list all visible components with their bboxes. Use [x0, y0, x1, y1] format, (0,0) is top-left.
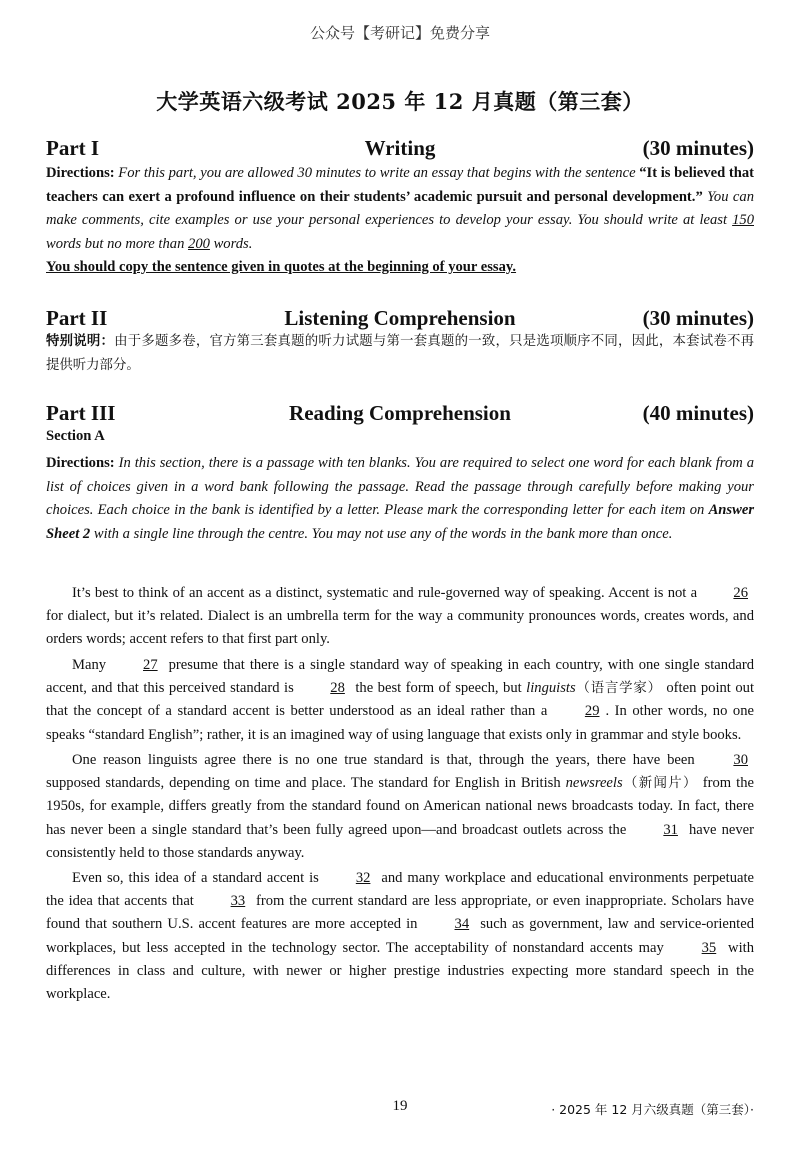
part3-label: Part III — [46, 401, 116, 425]
passage-text: such as government, law and service-oriented workplaces, but less accepted in the technology sector. The acceptability of nonstandard accents may — [46, 916, 754, 956]
passage-text: presume that there is a single standard way of speaking in each country, with one single standard accent, and that this perceived standard is — [46, 656, 754, 696]
exam-title: 大学英语六级考试 2025 年 12 月真题（第三套） — [156, 89, 644, 114]
section-a-label: Section A — [46, 428, 105, 444]
part1-directions-text-3: words but no more than — [46, 235, 189, 252]
blank-35: 35 — [701, 939, 717, 956]
passage-text: Many — [72, 656, 112, 673]
footer-exam-ref: · 2025 年 12 月六级真题（第三套）· — [551, 1102, 754, 1117]
passage-text: often point out that the concept of a standard accent is better understood as an ideal rather than a — [46, 679, 754, 720]
passage-text: One reason linguists agree there is no one true standard is that, through the years, there have been — [72, 751, 702, 768]
passage-paragraph-3 — [46, 749, 754, 865]
part2-note-text: 由于多题多卷，官方第三套真题的听力试题与第一套真题的一致，只是选项顺序不同，因此，本套试卷不再提供听力部分。 — [46, 334, 755, 373]
min-word-count: 150 — [732, 212, 754, 228]
part1-time: (30 minutes) — [642, 136, 754, 160]
blank-31: 31 — [663, 821, 678, 838]
passage-paragraph-2 — [46, 654, 754, 747]
passage-text: supposed standards, depending on time and place. The standard for English in British — [46, 774, 566, 791]
blank-33: 33 — [230, 893, 246, 910]
part2-label: Part II — [46, 306, 108, 330]
gloss-term: newsreels — [565, 774, 623, 791]
part3-directions-label: Directions: — [46, 455, 115, 471]
blank-28: 28 — [330, 679, 345, 696]
part1-directions-text-1: For this part, you are allowed 30 minutes to write an essay that begins with the sentence — [114, 165, 640, 181]
blank-34: 34 — [454, 916, 470, 933]
passage-paragraph-1 — [46, 582, 754, 652]
passage-text: from the current standard are less appropriate, or even inappropriate. Scholars have found that southern U.S. accent features are more accepted in — [46, 893, 754, 933]
passage-text: have never consistently held to those standards anyway. — [46, 821, 754, 861]
blank-29: 29 — [584, 703, 600, 720]
part1-directions-label: Directions: — [46, 165, 115, 181]
passage-text: for dialect, but it’s related. Dialect is an umbrella term for the way a community pronounces words, creates words, and orders words; accent refers to that first part only. — [46, 608, 754, 648]
blank-26: 26 — [733, 585, 748, 601]
reading-passage — [46, 582, 754, 1006]
part2-time: (30 minutes) — [642, 306, 754, 330]
part1-directions — [46, 162, 754, 280]
passage-text: Even so, this idea of a standard accent is — [72, 870, 324, 887]
passage-text: It’s best to think of an accent as a distinct, systematic and rule-governed way of speaking. Accent is not a — [72, 585, 702, 601]
part3-directions-text-2: with a single line through the centre. You may not use any of the words in the bank more than once. — [90, 525, 673, 542]
gloss-chinese: （语言学家） — [575, 680, 662, 696]
watermark-text: 公众号【考研记】免费分享 — [309, 24, 490, 42]
essay-prompt-quote: “It is believed that teachers can exert a profound influence on their students’ academic pursuit and personal development.” — [46, 165, 754, 205]
part1-header — [46, 136, 754, 162]
blank-30: 30 — [733, 751, 748, 768]
blank-32: 32 — [355, 870, 371, 887]
part3-name: Reading Comprehension — [289, 401, 511, 425]
part1-label: Part I — [46, 136, 100, 160]
part2-name: Listening Comprehension — [284, 306, 516, 330]
part1-directions-text-4: words. — [209, 235, 253, 252]
part1-name: Writing — [364, 136, 436, 160]
passage-text: the best form of speech, but — [350, 679, 527, 696]
part3-directions — [46, 452, 754, 546]
answer-sheet-ref: Answer Sheet 2 — [46, 502, 754, 542]
part2-note-label: 特别说明： — [46, 334, 115, 349]
part1-directions-text-2: You can make comments, cite examples or use your personal experiences to develop your essay. You should write at least — [46, 188, 754, 228]
passage-text: with differences in class and culture, with newer or higher prestige industries expecting more standard speech in the workplace. — [46, 939, 754, 1003]
passage-text: . In other words, no one speaks “standard English”; rather, it is an imagined way of using language that exists only in grammar and style books. — [46, 703, 754, 743]
part1-copy-note: You should copy the sentence given in quotes at the beginning of your essay. — [46, 259, 517, 275]
passage-text: and many workplace and educational environments perpetuate the idea that accents that — [46, 870, 755, 910]
gloss-chinese: （新闻片） — [622, 775, 698, 791]
part3-time: (40 minutes) — [642, 401, 754, 425]
max-word-count: 200 — [188, 235, 210, 252]
page-number: 19 — [392, 1098, 408, 1114]
blank-27: 27 — [143, 656, 158, 673]
part2-header — [46, 306, 754, 332]
part3-directions-text-1: In this section, there is a passage with ten blanks. You are required to select one word for each blank from a list of choices given in a word bank following the passage. Read the passage through carefully before making your choices. Each choice in the bank is identified by a letter. Please mark the corresponding letter for each item on — [46, 455, 754, 518]
part3-header — [46, 401, 754, 427]
part2-note — [46, 330, 754, 377]
gloss-term: linguists — [526, 679, 576, 696]
passage-text: from the 1950s, for example, differs greatly from the standard found on American national news broadcasts today. In fact, there has never been a single standard that’s been fully agreed upon—and broadcast outlets across the — [46, 774, 755, 838]
passage-paragraph-4 — [46, 867, 754, 1006]
